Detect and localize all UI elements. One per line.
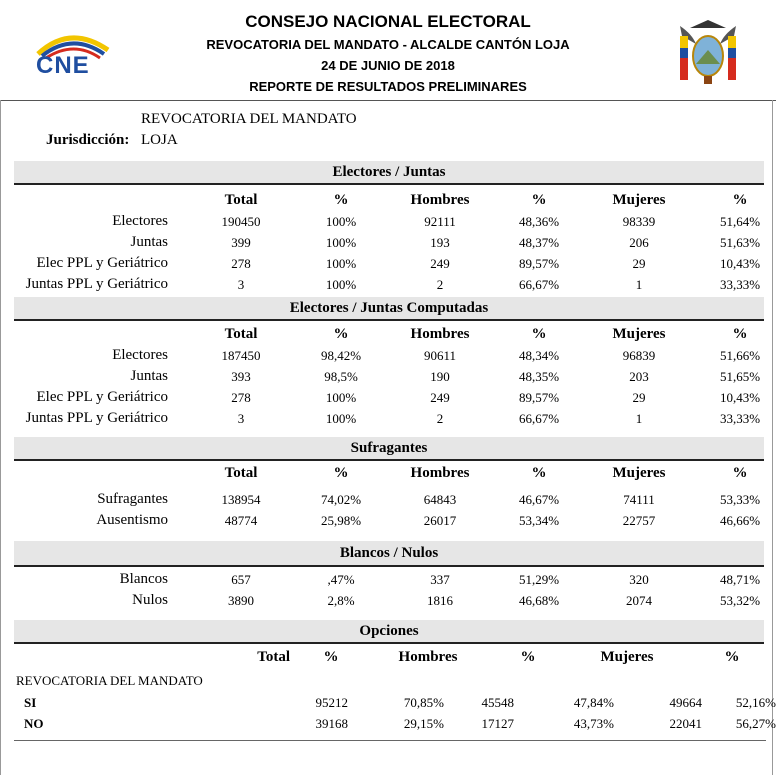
cell-mujeres: 74111 — [623, 491, 655, 507]
cell-total: 657 — [231, 571, 251, 587]
cell-pct-hombres: 48,35% — [518, 368, 560, 384]
row-label: Electores — [112, 347, 168, 363]
row-label: Nulos — [132, 592, 168, 608]
cell-pct: 100% — [325, 276, 357, 292]
col-pct-hombres: % — [531, 192, 547, 208]
cell-total: 190450 — [221, 213, 261, 229]
cell-hombres: 92111 — [424, 213, 456, 229]
cell-pct-mujeres: 51,63% — [719, 234, 761, 250]
table-row — [0, 569, 776, 590]
header-subtitle: REVOCATORIA DEL MANDATO - ALCALDE CANTÓN LOJA — [206, 37, 570, 52]
cell-total: 3 — [237, 410, 245, 426]
cell-pct-mujeres: 10,43% — [719, 255, 761, 271]
row-label: Blancos — [119, 571, 168, 587]
table-row — [0, 232, 776, 253]
row-label: Juntas PPL y Geriátrico — [25, 276, 168, 292]
cell-pct-mujeres: 51,65% — [719, 368, 761, 384]
jurisdiction-label: Jurisdicción: — [46, 132, 130, 148]
cell-pct-hombres: 66,67% — [518, 410, 560, 426]
cell-mujeres: 22757 — [622, 512, 656, 528]
col-hombres: Hombres — [410, 192, 470, 208]
cell-pct: 98,5% — [324, 368, 358, 384]
cell-pct-mujeres: 33,33% — [719, 276, 761, 292]
row-label: NO — [24, 715, 44, 731]
row-label: Electores — [112, 213, 168, 229]
opciones-header-table — [0, 647, 776, 668]
computadas-header-row — [0, 324, 776, 345]
row-label: Juntas — [130, 234, 168, 250]
col-hombres: Hombres — [410, 326, 470, 342]
col-total: Total — [224, 326, 258, 342]
opciones-bottom-rule — [14, 740, 766, 741]
cell-hombres: 17127 — [481, 715, 514, 731]
cell-hombres: 193 — [430, 234, 450, 250]
cne-logo-text: CNE — [36, 52, 90, 79]
table-row — [0, 489, 776, 510]
cell-pct-mujeres: 52,16% — [735, 694, 776, 710]
row-label: Elec PPL y Geriátrico — [36, 389, 168, 405]
cell-pct-hombres: 48,36% — [518, 213, 560, 229]
col-pct: % — [333, 326, 349, 342]
cell-total: 95212 — [315, 694, 348, 710]
jurisdiction-value: LOJA — [141, 132, 178, 148]
cell-mujeres: 320 — [629, 571, 649, 587]
row-label: Juntas — [130, 368, 168, 384]
cell-mujeres: 1 — [635, 410, 643, 426]
cell-hombres: 2 — [436, 410, 444, 426]
cell-pct-mujeres: 33,33% — [719, 410, 761, 426]
cell-mujeres: 98339 — [622, 213, 656, 229]
table-row — [0, 387, 776, 408]
opciones-subtitle: REVOCATORIA DEL MANDATO — [16, 673, 203, 688]
section-title-sufragantes: Sufragantes — [14, 437, 764, 461]
col-pct-hombres: % — [531, 465, 547, 481]
cell-pct-hombres: 66,67% — [518, 276, 560, 292]
cell-mujeres: 203 — [629, 368, 649, 384]
col-pct-mujeres: % — [732, 326, 748, 342]
blancos-table — [0, 569, 776, 611]
cell-pct-hombres: 53,34% — [518, 512, 560, 528]
section-title-opciones: Opciones — [14, 620, 764, 644]
cell-total: 39168 — [315, 715, 348, 731]
header-date: 24 DE JUNIO DE 2018 — [321, 58, 455, 73]
cell-hombres: 45548 — [481, 694, 514, 710]
sufragantes-table — [0, 463, 776, 531]
cell-pct: 29,15% — [403, 715, 444, 731]
col-pct-mujeres: % — [732, 465, 748, 481]
col-hombres: Hombres — [410, 465, 470, 481]
sufragantes-header-row — [0, 463, 776, 484]
row-label: Juntas PPL y Geriátrico — [25, 410, 168, 426]
cell-total: 3890 — [228, 592, 254, 608]
cell-pct: 2,8% — [327, 592, 355, 608]
cell-hombres: 190 — [430, 368, 450, 384]
cell-mujeres: 29 — [632, 389, 646, 405]
col-total: Total — [224, 192, 258, 208]
cell-total: 278 — [231, 389, 251, 405]
row-label: Elec PPL y Geriátrico — [36, 255, 168, 271]
header-divider — [0, 100, 776, 101]
cell-hombres: 26017 — [423, 512, 457, 528]
col-pct: % — [333, 192, 349, 208]
col-hombres: Hombres — [398, 649, 458, 665]
section-title-blancos: Blancos / Nulos — [14, 541, 764, 567]
col-pct-hombres: % — [531, 326, 547, 342]
section-title-electores: Electores / Juntas — [14, 161, 764, 185]
cell-hombres: 249 — [430, 389, 450, 405]
cell-pct-hombres: 46,67% — [518, 491, 560, 507]
cell-total: 278 — [231, 255, 251, 271]
col-mujeres: Mujeres — [612, 465, 666, 481]
col-pct: % — [323, 649, 339, 665]
row-label: SI — [24, 694, 37, 710]
cell-pct: 100% — [325, 389, 357, 405]
cell-mujeres: 96839 — [622, 347, 656, 363]
process-name: REVOCATORIA DEL MANDATO — [141, 111, 357, 127]
cell-pct-hombres: 89,57% — [518, 255, 560, 271]
cell-pct-mujeres: 53,33% — [719, 491, 761, 507]
cell-mujeres: 2074 — [626, 592, 652, 608]
cell-total: 187450 — [221, 347, 261, 363]
header-title: CONSEJO NACIONAL ELECTORAL — [245, 12, 531, 31]
cell-pct-mujeres: 10,43% — [719, 389, 761, 405]
cell-pct-mujeres: 46,66% — [719, 512, 761, 528]
table-row — [0, 510, 776, 531]
table-row — [0, 274, 776, 295]
header-report-type: REPORTE DE RESULTADOS PRELIMINARES — [249, 79, 527, 94]
cell-mujeres: 22041 — [669, 715, 702, 731]
cell-mujeres: 29 — [632, 255, 646, 271]
cell-pct: 25,98% — [320, 512, 362, 528]
row-label: Sufragantes — [97, 491, 168, 507]
col-pct-mujeres: % — [732, 192, 748, 208]
table-row — [0, 253, 776, 274]
opciones-header-row — [0, 647, 776, 668]
cell-total: 393 — [231, 368, 251, 384]
computadas-table — [0, 324, 776, 429]
col-total: Total — [224, 465, 258, 481]
electores-header-row — [0, 190, 776, 211]
cell-pct: 100% — [325, 234, 357, 250]
cell-pct: 70,85% — [403, 694, 444, 710]
cell-pct: 100% — [325, 213, 357, 229]
col-mujeres: Mujeres — [612, 192, 666, 208]
table-row — [0, 211, 776, 232]
cell-pct: ,47% — [327, 571, 355, 587]
cell-total: 3 — [237, 276, 245, 292]
cell-total: 138954 — [221, 491, 261, 507]
col-mujeres: Mujeres — [612, 326, 666, 342]
cell-pct-hombres: 48,34% — [518, 347, 560, 363]
cell-mujeres: 1 — [635, 276, 643, 292]
cell-pct-mujeres: 51,66% — [719, 347, 761, 363]
table-row — [0, 713, 776, 734]
cell-pct-mujeres: 51,64% — [719, 213, 761, 229]
cell-hombres: 337 — [430, 571, 450, 587]
table-row — [0, 408, 776, 429]
electores-table — [0, 190, 776, 295]
col-pct-hombres: % — [520, 649, 536, 665]
cell-pct-hombres: 48,37% — [518, 234, 560, 250]
cell-mujeres: 49664 — [669, 694, 702, 710]
cell-pct-hombres: 47,84% — [573, 694, 614, 710]
opciones-table — [0, 692, 776, 734]
cell-pct: 100% — [325, 410, 357, 426]
cell-total: 399 — [231, 234, 251, 250]
cell-hombres: 2 — [436, 276, 444, 292]
cell-hombres: 1816 — [427, 592, 453, 608]
cell-pct-hombres: 89,57% — [518, 389, 560, 405]
cell-pct: 100% — [325, 255, 357, 271]
cell-mujeres: 206 — [629, 234, 649, 250]
col-pct: % — [333, 465, 349, 481]
col-pct-mujeres: % — [724, 649, 740, 665]
cell-hombres: 249 — [430, 255, 450, 271]
cell-pct-mujeres: 53,32% — [719, 592, 761, 608]
cell-pct: 74,02% — [320, 491, 362, 507]
cell-hombres: 90611 — [423, 347, 457, 363]
table-row — [0, 366, 776, 387]
cell-pct-mujeres: 48,71% — [719, 571, 761, 587]
cell-pct-hombres: 43,73% — [573, 715, 614, 731]
col-mujeres: Mujeres — [600, 649, 654, 665]
cell-total: 48774 — [224, 512, 258, 528]
cell-hombres: 64843 — [423, 491, 457, 507]
cell-pct-mujeres: 56,27% — [735, 715, 776, 731]
table-row — [0, 590, 776, 611]
cell-pct-hombres: 51,29% — [518, 571, 560, 587]
cell-pct: 98,42% — [320, 347, 362, 363]
row-label: Ausentismo — [96, 512, 168, 528]
col-total: Total — [257, 649, 290, 665]
section-title-computadas: Electores / Juntas Computadas — [14, 297, 764, 321]
table-row — [0, 345, 776, 366]
cell-pct-hombres: 46,68% — [518, 592, 560, 608]
table-row — [0, 692, 776, 713]
